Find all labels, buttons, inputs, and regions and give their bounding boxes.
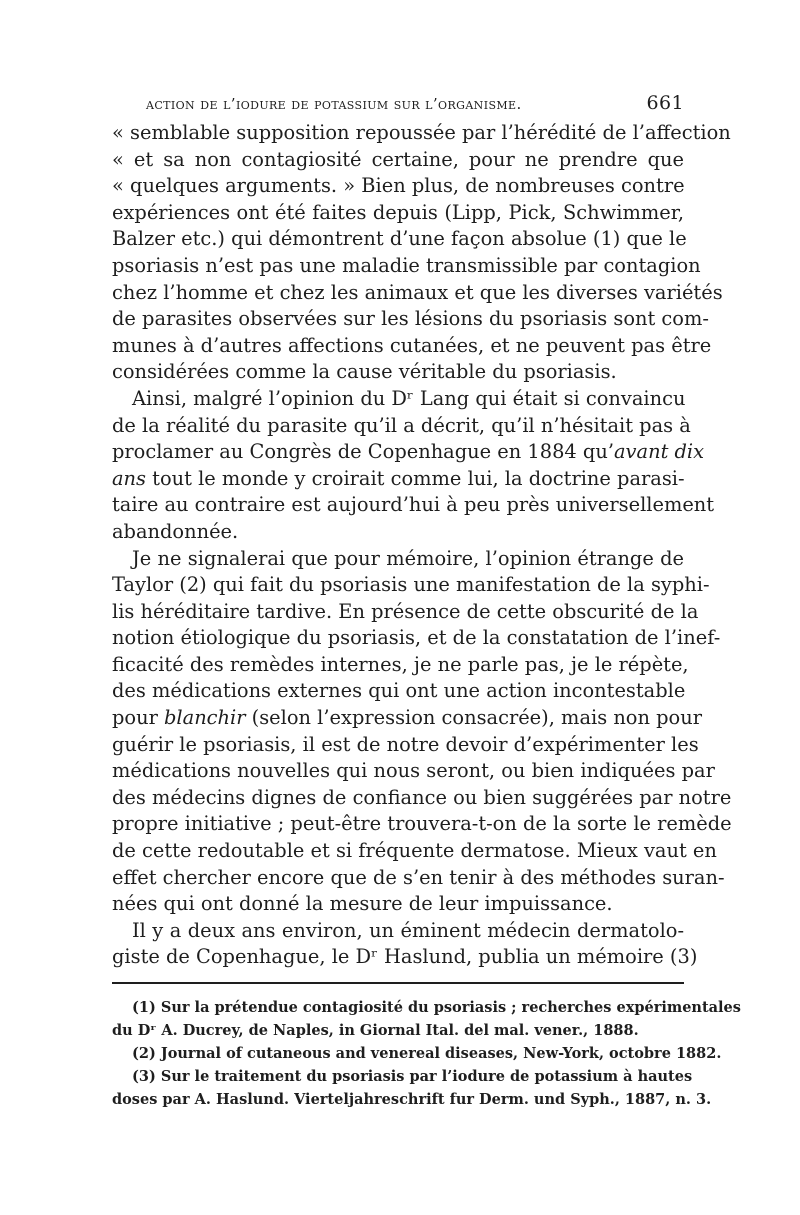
text-line: des médications externes qui ont une action incontestable: [112, 679, 686, 703]
footnotes: [112, 996, 741, 1111]
text-line: Je ne signalerai que pour mémoire, l’opinion étrange de: [132, 546, 684, 570]
italic-run: blanchir: [164, 706, 246, 730]
footnote-line: (3) Sur le traitement du psoriasis par l’iodure de potassium à hautes: [132, 1068, 693, 1085]
footnote-3: [112, 1065, 712, 1111]
text-run: pour: [112, 706, 165, 730]
text-line: de parasites observées sur les lésions du psoriasis sont com-: [112, 307, 709, 331]
text-line: psoriasis n’est pas une maladie transmissible par contagion: [112, 253, 701, 277]
footnote-line: doses par A. Haslund. Vierteljahreschrift fur Derm. und Syph., 1887, n. 3.: [112, 1091, 712, 1108]
footnote-line: (2) Journal of cutaneous and venereal diseases, New-York, octobre 1882.: [132, 1045, 722, 1062]
text-line: « semblable supposition repoussée par l’hérédité de l’affection: [112, 121, 731, 144]
text-run: (selon l’expression consacrée), mais non pour: [245, 706, 702, 730]
paragraph-2: [112, 386, 715, 546]
text-line: lis héréditaire tardive. En présence de cette obscurité de la: [112, 599, 699, 623]
text-line: médications nouvelles qui nous seront, ou bien indiquées par: [112, 759, 715, 783]
text-line: notion étiologique du psoriasis, et de la constatation de l’inef-: [112, 626, 721, 650]
text-run: tout le monde y croirait comme lui, la doctrine parasi-: [146, 466, 685, 490]
italic-run: ans: [112, 466, 146, 490]
footnote-1: [112, 996, 741, 1042]
text-line: abandonnée.: [112, 519, 239, 543]
text-line: de la réalité du parasite qu’il a décrit, qu’il n’hésitait pas à: [112, 413, 691, 437]
text-line: Ainsi, malgré l’opinion du Dʳ Lang qui était si convaincu: [132, 386, 686, 410]
text-line: expériences ont été faites depuis (Lipp, Pick, Schwimmer,: [112, 200, 684, 224]
text-line: nées qui ont donné la mesure de leur impuissance.: [112, 892, 613, 916]
text-line: taire au contraire est aujourd’hui à peu près universellement: [112, 493, 715, 517]
text-line: munes à d’autres affections cutanées, et ne peuvent pas être: [112, 333, 712, 357]
footnote-line: (1) Sur la prétendue contagiosité du psoriasis ; recherches expérimentales: [132, 999, 741, 1016]
text-line: effet chercher encore que de s’en tenir à des méthodes suran-: [112, 865, 725, 889]
text-line: Il y a deux ans environ, un éminent médecin dermatolo-: [132, 918, 684, 942]
text-line: giste de Copenhague, le Dʳ Haslund, publia un mémoire (3): [112, 945, 698, 969]
paragraph-3: [112, 546, 732, 918]
running-header: [112, 92, 684, 114]
paragraph-1: [112, 120, 731, 386]
text-line: ficacité des remèdes internes, je ne parle pas, je le répète,: [112, 652, 689, 676]
book-page: [112, 92, 741, 1111]
text-line: Balzer etc.) qui démontrent d’une façon absolue (1) que le: [112, 227, 687, 251]
footnote-line: du Dʳ A. Ducrey, de Naples, in Giornal Ital. del mal. vener., 1888.: [112, 1022, 639, 1039]
text-line: Taylor (2) qui fait du psoriasis une manifestation de la syphi-: [112, 573, 710, 597]
text-line: [112, 466, 684, 493]
text-line: des médecins dignes de confiance ou bien suggérées par notre: [112, 785, 732, 809]
text-line: propre initiative ; peut-être trouvera-t-on de la sorte le remède: [112, 812, 732, 836]
running-title: action de l’iodure de potassium sur l’organisme.: [146, 95, 522, 113]
text-line: de cette redoutable et si fréquente dermatose. Mieux vaut en: [112, 839, 717, 863]
text-line: « quelques arguments. » Bien plus, de nombreuses contre: [112, 174, 685, 198]
text-line: [112, 439, 705, 466]
footnote-divider: [112, 982, 684, 984]
text-line: « et sa non contagiosité certaine, pour ne prendre que: [112, 147, 684, 171]
text-line: considérées comme la cause véritable du psoriasis.: [112, 360, 617, 384]
paragraph-4: [112, 918, 698, 971]
text-line: chez l’homme et chez les animaux et que les diverses variétés: [112, 280, 723, 304]
italic-run: avant dix: [614, 440, 705, 464]
text-line: guérir le psoriasis, il est de notre devoir d’expérimenter les: [112, 732, 699, 756]
text-line: [112, 705, 702, 732]
text-run: proclamer au Congrès de Copenhague en 1884 qu’: [112, 440, 614, 464]
footnote-2: [112, 1042, 722, 1065]
page-number: 661: [646, 92, 684, 114]
body-text: [112, 120, 732, 971]
